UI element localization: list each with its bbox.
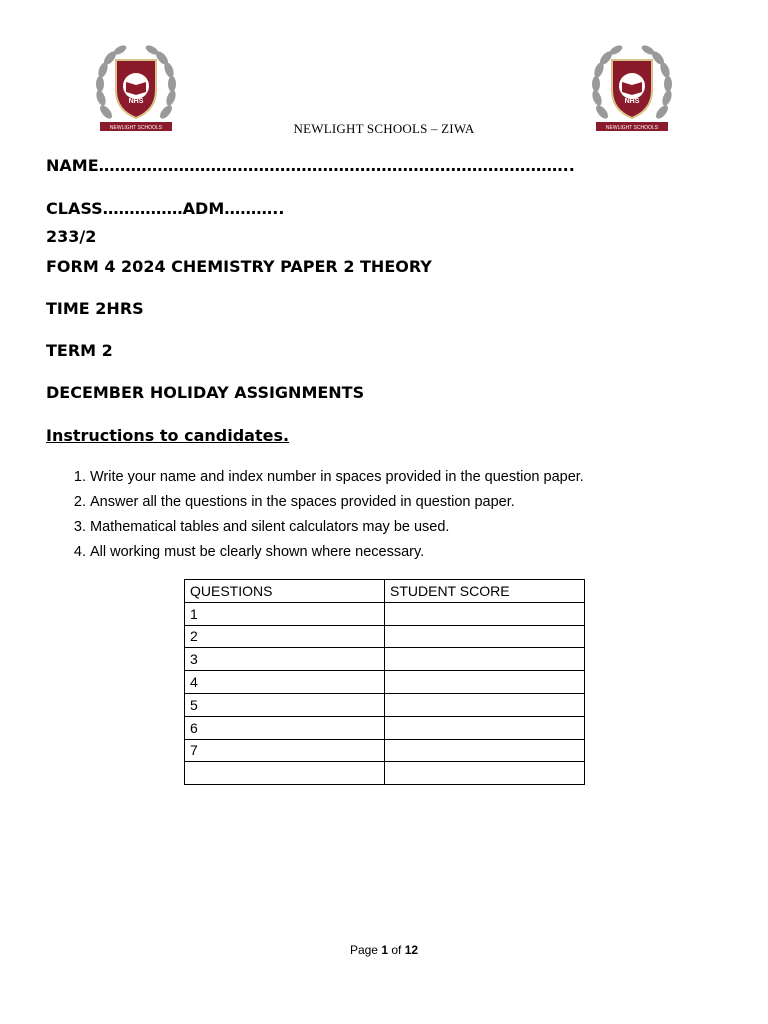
question-number-cell: 4 [185, 671, 385, 694]
instruction-item: 1. Write your name and index number in spaces provided in the question paper. [90, 465, 584, 490]
paper-title: FORM 4 2024 CHEMISTRY PAPER 2 THEORY [46, 257, 432, 276]
instructions-list [46, 465, 584, 565]
column-header-questions: QUESTIONS [185, 580, 385, 603]
table-row [185, 693, 585, 716]
svg-text:NEWLIGHT SCHOOLS: NEWLIGHT SCHOOLS [109, 125, 163, 131]
school-name: NEWLIGHT SCHOOLS – ZIWA [293, 121, 475, 136]
table-row [185, 625, 585, 648]
svg-text:NHS: NHS [128, 98, 144, 105]
question-number-cell: 3 [185, 648, 385, 671]
page-current: 1 [381, 943, 388, 957]
score-cell [385, 671, 585, 694]
table-row [185, 648, 585, 671]
score-cell [385, 693, 585, 716]
instruction-item: 3. Mathematical tables and silent calculators may be used. [90, 515, 584, 540]
total-score-cell [385, 762, 585, 785]
question-number-cell: 1 [185, 602, 385, 625]
class-adm-field: CLASS……………ADM……….. [46, 199, 285, 218]
table-header-row [185, 580, 585, 603]
instruction-item: 4. All working must be clearly shown where necessary. [90, 540, 584, 565]
table-row [185, 739, 585, 762]
score-cell [385, 602, 585, 625]
page-total: 12 [404, 943, 419, 957]
question-number-cell: 5 [185, 693, 385, 716]
paper-code: 233/2 [46, 227, 97, 246]
name-field: NAME…………………………………………………………………………….. [46, 156, 575, 175]
score-cell [385, 625, 585, 648]
table-row [185, 762, 585, 785]
total-label-cell [185, 762, 385, 785]
question-number-cell: 7 [185, 739, 385, 762]
svg-text:NHS: NHS [624, 98, 640, 105]
column-header-student-score: STUDENT SCORE [385, 580, 585, 603]
term-label: TERM 2 [46, 341, 113, 360]
instructions-title: Instructions to candidates. [46, 426, 290, 445]
question-number-cell: 2 [185, 625, 385, 648]
table-row [185, 602, 585, 625]
score-cell [385, 716, 585, 739]
svg-text:NEWLIGHT SCHOOLS: NEWLIGHT SCHOOLS [605, 125, 659, 131]
page-prefix: Page [349, 943, 382, 957]
time-allowed: TIME 2HRS [46, 299, 144, 318]
instruction-item: 2. Answer all the questions in the spaces provided in question paper. [90, 490, 584, 515]
score-cell [385, 739, 585, 762]
assignment-title: DECEMBER HOLIDAY ASSIGNMENTS [46, 383, 365, 402]
page-mid: of [388, 943, 405, 957]
table-row [185, 716, 585, 739]
question-number-cell: 6 [185, 716, 385, 739]
table-row [185, 671, 585, 694]
score-cell [385, 648, 585, 671]
score-table [184, 579, 585, 785]
page-footer [0, 943, 768, 957]
